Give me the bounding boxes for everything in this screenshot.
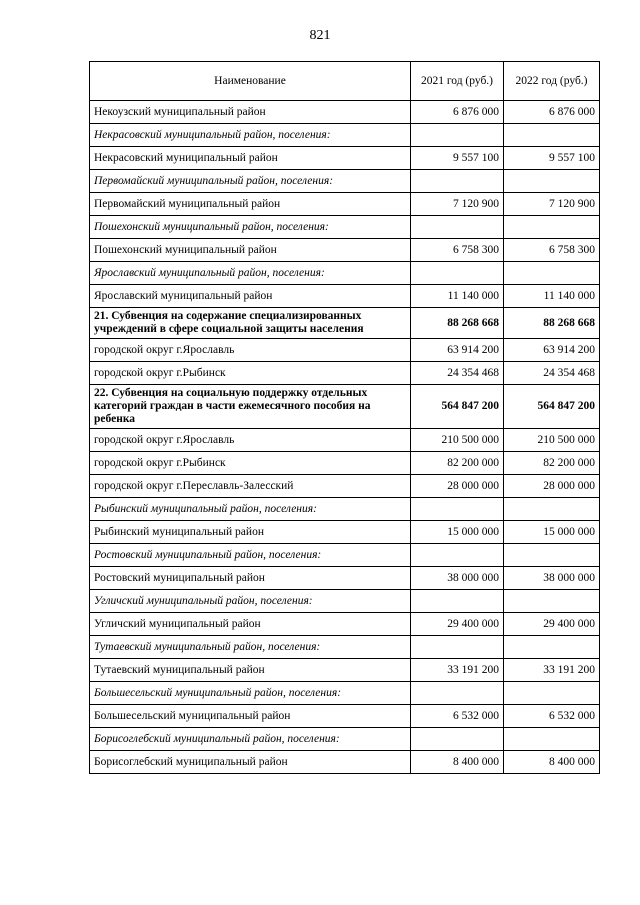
table-row — [90, 262, 600, 285]
table-row — [90, 285, 600, 308]
table-row — [90, 193, 600, 216]
row-value-2021: 63 914 200 — [411, 339, 504, 362]
row-value-2021 — [411, 170, 504, 193]
table-row — [90, 567, 600, 590]
row-value-2021 — [411, 682, 504, 705]
row-name: Некрасовский муниципальный район, поселения: — [90, 124, 411, 147]
row-name: 22. Субвенция на социальную поддержку отдельных категорий граждан в части ежемесячного пособия на ребенка — [90, 385, 411, 429]
row-name: Ярославский муниципальный район, поселения: — [90, 262, 411, 285]
row-value-2022: 33 191 200 — [504, 659, 600, 682]
table-row — [90, 429, 600, 452]
row-value-2021: 6 876 000 — [411, 101, 504, 124]
row-value-2022 — [504, 590, 600, 613]
page-number: 821 — [309, 28, 331, 43]
row-name: городской округ г.Ярославль — [90, 429, 411, 452]
table-row — [90, 452, 600, 475]
table-row — [90, 308, 600, 339]
header-name: Наименование — [90, 62, 411, 101]
row-value-2022: 24 354 468 — [504, 362, 600, 385]
budget-table — [89, 61, 600, 774]
row-value-2022: 28 000 000 — [504, 475, 600, 498]
row-value-2021: 11 140 000 — [411, 285, 504, 308]
row-name: Пошехонский муниципальный район, поселения: — [90, 216, 411, 239]
row-value-2022: 6 532 000 — [504, 705, 600, 728]
row-value-2021 — [411, 590, 504, 613]
row-name: городской округ г.Рыбинск — [90, 452, 411, 475]
row-value-2021: 564 847 200 — [411, 385, 504, 429]
table-row — [90, 659, 600, 682]
table-row — [90, 101, 600, 124]
row-name: Борисоглебский муниципальный район — [90, 751, 411, 774]
row-value-2022: 7 120 900 — [504, 193, 600, 216]
row-value-2022: 210 500 000 — [504, 429, 600, 452]
row-name: Угличский муниципальный район, поселения: — [90, 590, 411, 613]
row-name: Пошехонский муниципальный район — [90, 239, 411, 262]
row-value-2022: 564 847 200 — [504, 385, 600, 429]
row-value-2022 — [504, 170, 600, 193]
row-value-2022: 15 000 000 — [504, 521, 600, 544]
row-value-2021: 8 400 000 — [411, 751, 504, 774]
row-name: городской округ г.Ярославль — [90, 339, 411, 362]
row-value-2021: 6 532 000 — [411, 705, 504, 728]
row-value-2021 — [411, 262, 504, 285]
row-value-2021: 15 000 000 — [411, 521, 504, 544]
row-value-2022: 38 000 000 — [504, 567, 600, 590]
table-row — [90, 170, 600, 193]
row-value-2022: 29 400 000 — [504, 613, 600, 636]
row-value-2021: 24 354 468 — [411, 362, 504, 385]
row-value-2021 — [411, 216, 504, 239]
row-value-2021: 9 557 100 — [411, 147, 504, 170]
row-name: Ярославский муниципальный район — [90, 285, 411, 308]
row-value-2022: 6 758 300 — [504, 239, 600, 262]
row-name: Большесельский муниципальный район, поселения: — [90, 682, 411, 705]
row-value-2022: 63 914 200 — [504, 339, 600, 362]
row-value-2022: 6 876 000 — [504, 101, 600, 124]
table-row — [90, 544, 600, 567]
table-row — [90, 636, 600, 659]
row-name: Первомайский муниципальный район — [90, 193, 411, 216]
row-value-2022 — [504, 728, 600, 751]
row-name: Тутаевский муниципальный район — [90, 659, 411, 682]
header-2021: 2021 год (руб.) — [411, 62, 504, 101]
row-value-2021: 210 500 000 — [411, 429, 504, 452]
row-name: городской округ г.Рыбинск — [90, 362, 411, 385]
table-row — [90, 705, 600, 728]
row-value-2021 — [411, 728, 504, 751]
row-value-2021: 88 268 668 — [411, 308, 504, 339]
row-name: Большесельский муниципальный район — [90, 705, 411, 728]
table-row — [90, 216, 600, 239]
row-value-2021: 29 400 000 — [411, 613, 504, 636]
row-value-2022 — [504, 124, 600, 147]
table-row — [90, 124, 600, 147]
row-name: Некрасовский муниципальный район — [90, 147, 411, 170]
row-name: Рыбинский муниципальный район, поселения: — [90, 498, 411, 521]
table-row — [90, 239, 600, 262]
table-row — [90, 590, 600, 613]
table-row — [90, 728, 600, 751]
table-row — [90, 613, 600, 636]
table-row — [90, 385, 600, 429]
table-row — [90, 498, 600, 521]
row-value-2022 — [504, 544, 600, 567]
row-value-2021: 7 120 900 — [411, 193, 504, 216]
table-body — [90, 101, 600, 774]
row-value-2022: 11 140 000 — [504, 285, 600, 308]
table-row — [90, 475, 600, 498]
header-2022: 2022 год (руб.) — [504, 62, 600, 101]
row-value-2022 — [504, 682, 600, 705]
row-name: Рыбинский муниципальный район — [90, 521, 411, 544]
row-value-2022: 88 268 668 — [504, 308, 600, 339]
row-name: Тутаевский муниципальный район, поселения: — [90, 636, 411, 659]
row-value-2021: 38 000 000 — [411, 567, 504, 590]
row-value-2022 — [504, 216, 600, 239]
row-value-2022: 82 200 000 — [504, 452, 600, 475]
row-value-2021: 6 758 300 — [411, 239, 504, 262]
row-name: городской округ г.Переславль-Залесский — [90, 475, 411, 498]
row-value-2021 — [411, 498, 504, 521]
row-value-2021: 33 191 200 — [411, 659, 504, 682]
row-value-2021 — [411, 544, 504, 567]
table-row — [90, 147, 600, 170]
table-row — [90, 682, 600, 705]
row-value-2022 — [504, 498, 600, 521]
row-name: Некоузский муниципальный район — [90, 101, 411, 124]
table-row — [90, 339, 600, 362]
row-name: Ростовский муниципальный район, поселения: — [90, 544, 411, 567]
row-value-2021: 28 000 000 — [411, 475, 504, 498]
row-value-2022: 8 400 000 — [504, 751, 600, 774]
row-name: Угличский муниципальный район — [90, 613, 411, 636]
row-name: Ростовский муниципальный район — [90, 567, 411, 590]
row-name: Борисоглебский муниципальный район, поселения: — [90, 728, 411, 751]
row-value-2021 — [411, 636, 504, 659]
row-name: Первомайский муниципальный район, поселения: — [90, 170, 411, 193]
row-name: 21. Субвенция на содержание специализированных учреждений в сфере социальной защиты населения — [90, 308, 411, 339]
row-value-2022 — [504, 262, 600, 285]
table-row — [90, 751, 600, 774]
row-value-2021: 82 200 000 — [411, 452, 504, 475]
table-row — [90, 521, 600, 544]
row-value-2022 — [504, 636, 600, 659]
row-value-2022: 9 557 100 — [504, 147, 600, 170]
table-header-row — [90, 62, 600, 101]
row-value-2021 — [411, 124, 504, 147]
table-row — [90, 362, 600, 385]
